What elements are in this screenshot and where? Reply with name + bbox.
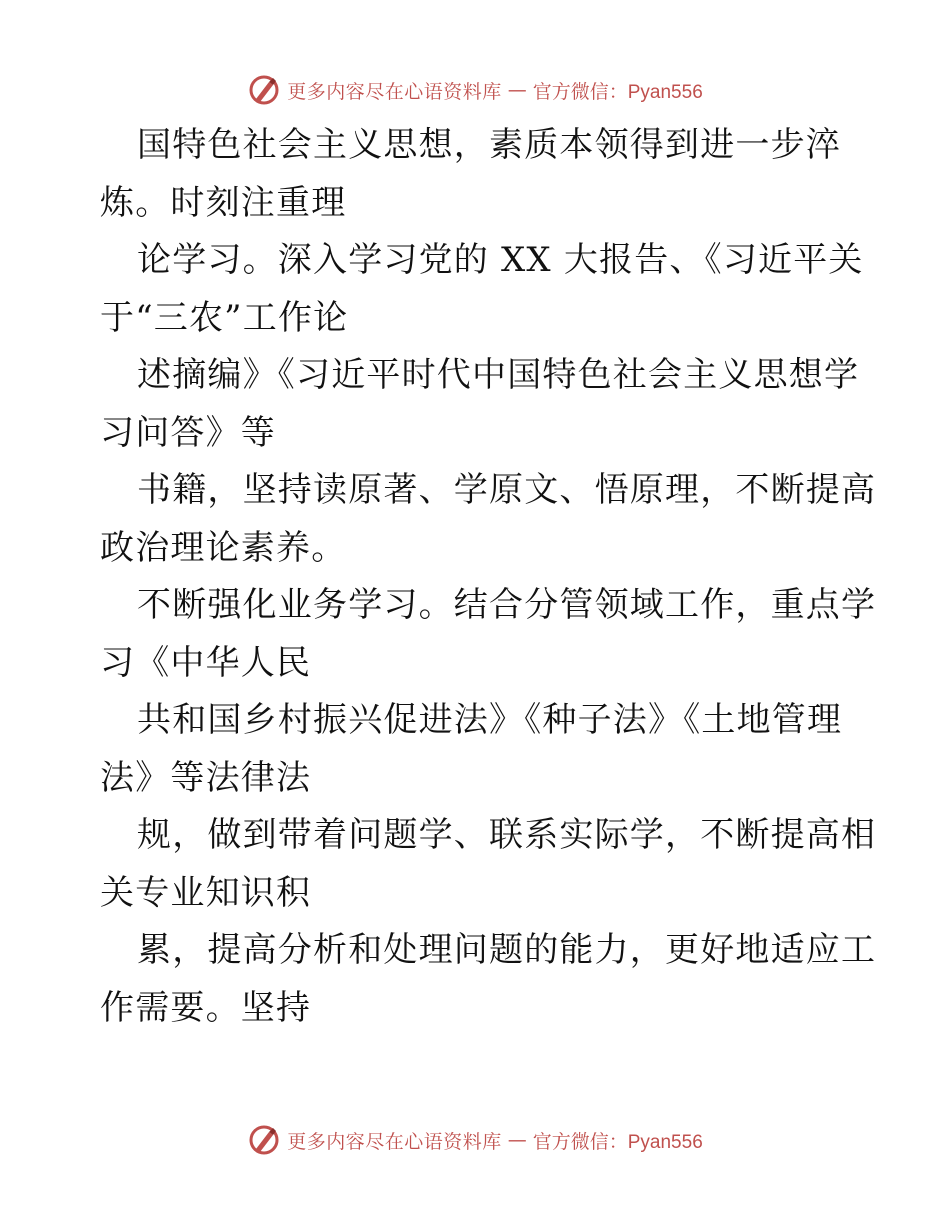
- body-line: 规，做到带着问题学、联系实际学，不断提高相: [137, 815, 877, 855]
- header-banner-text: 更多内容尽在心语资料库: [287, 80, 502, 103]
- pen-logo-icon: [247, 73, 281, 107]
- body-line: 作需要。坚持: [100, 987, 312, 1028]
- body-line: 关专业知识积: [100, 872, 312, 913]
- document-body: [100, 117, 877, 1037]
- body-line: 炼。时刻注重理: [100, 182, 347, 223]
- body-line: 累，提高分析和处理问题的能力，更好地适应工: [137, 930, 877, 970]
- body-line: 国特色社会主义思想，素质本领得到进一步淬: [137, 125, 841, 165]
- header-banner-separator: —: [507, 79, 527, 101]
- body-line: 共和国乡村振兴促进法》《种子法》《土地管理: [137, 700, 843, 740]
- pen-logo-icon: [247, 1123, 281, 1157]
- footer-banner-text: 更多内容尽在心语资料库: [287, 1130, 502, 1153]
- body-line: 述摘编》《习近平时代中国特色社会主义思想学: [137, 355, 860, 395]
- body-line: 法》等法律法: [100, 757, 312, 798]
- header-banner: [0, 70, 950, 110]
- body-line: 论学习。深入学习党的 XX 大报告、《习近平关: [137, 240, 864, 280]
- body-line: 书籍，坚持读原著、学原文、悟原理，不断提高: [137, 470, 877, 510]
- body-line: 政治理论素养。: [100, 527, 347, 568]
- footer-banner: [0, 1120, 950, 1160]
- footer-banner-separator: —: [507, 1129, 527, 1151]
- body-line: 习《中华人民: [100, 642, 312, 683]
- header-banner-contact: 官方微信：Pyan556: [532, 81, 703, 103]
- body-line: 于“三农”工作论: [100, 297, 349, 338]
- footer-banner-contact: 官方微信：Pyan556: [532, 1131, 703, 1153]
- body-line: 习问答》等: [100, 412, 276, 453]
- body-line: 不断强化业务学习。结合分管领域工作，重点学: [137, 585, 877, 625]
